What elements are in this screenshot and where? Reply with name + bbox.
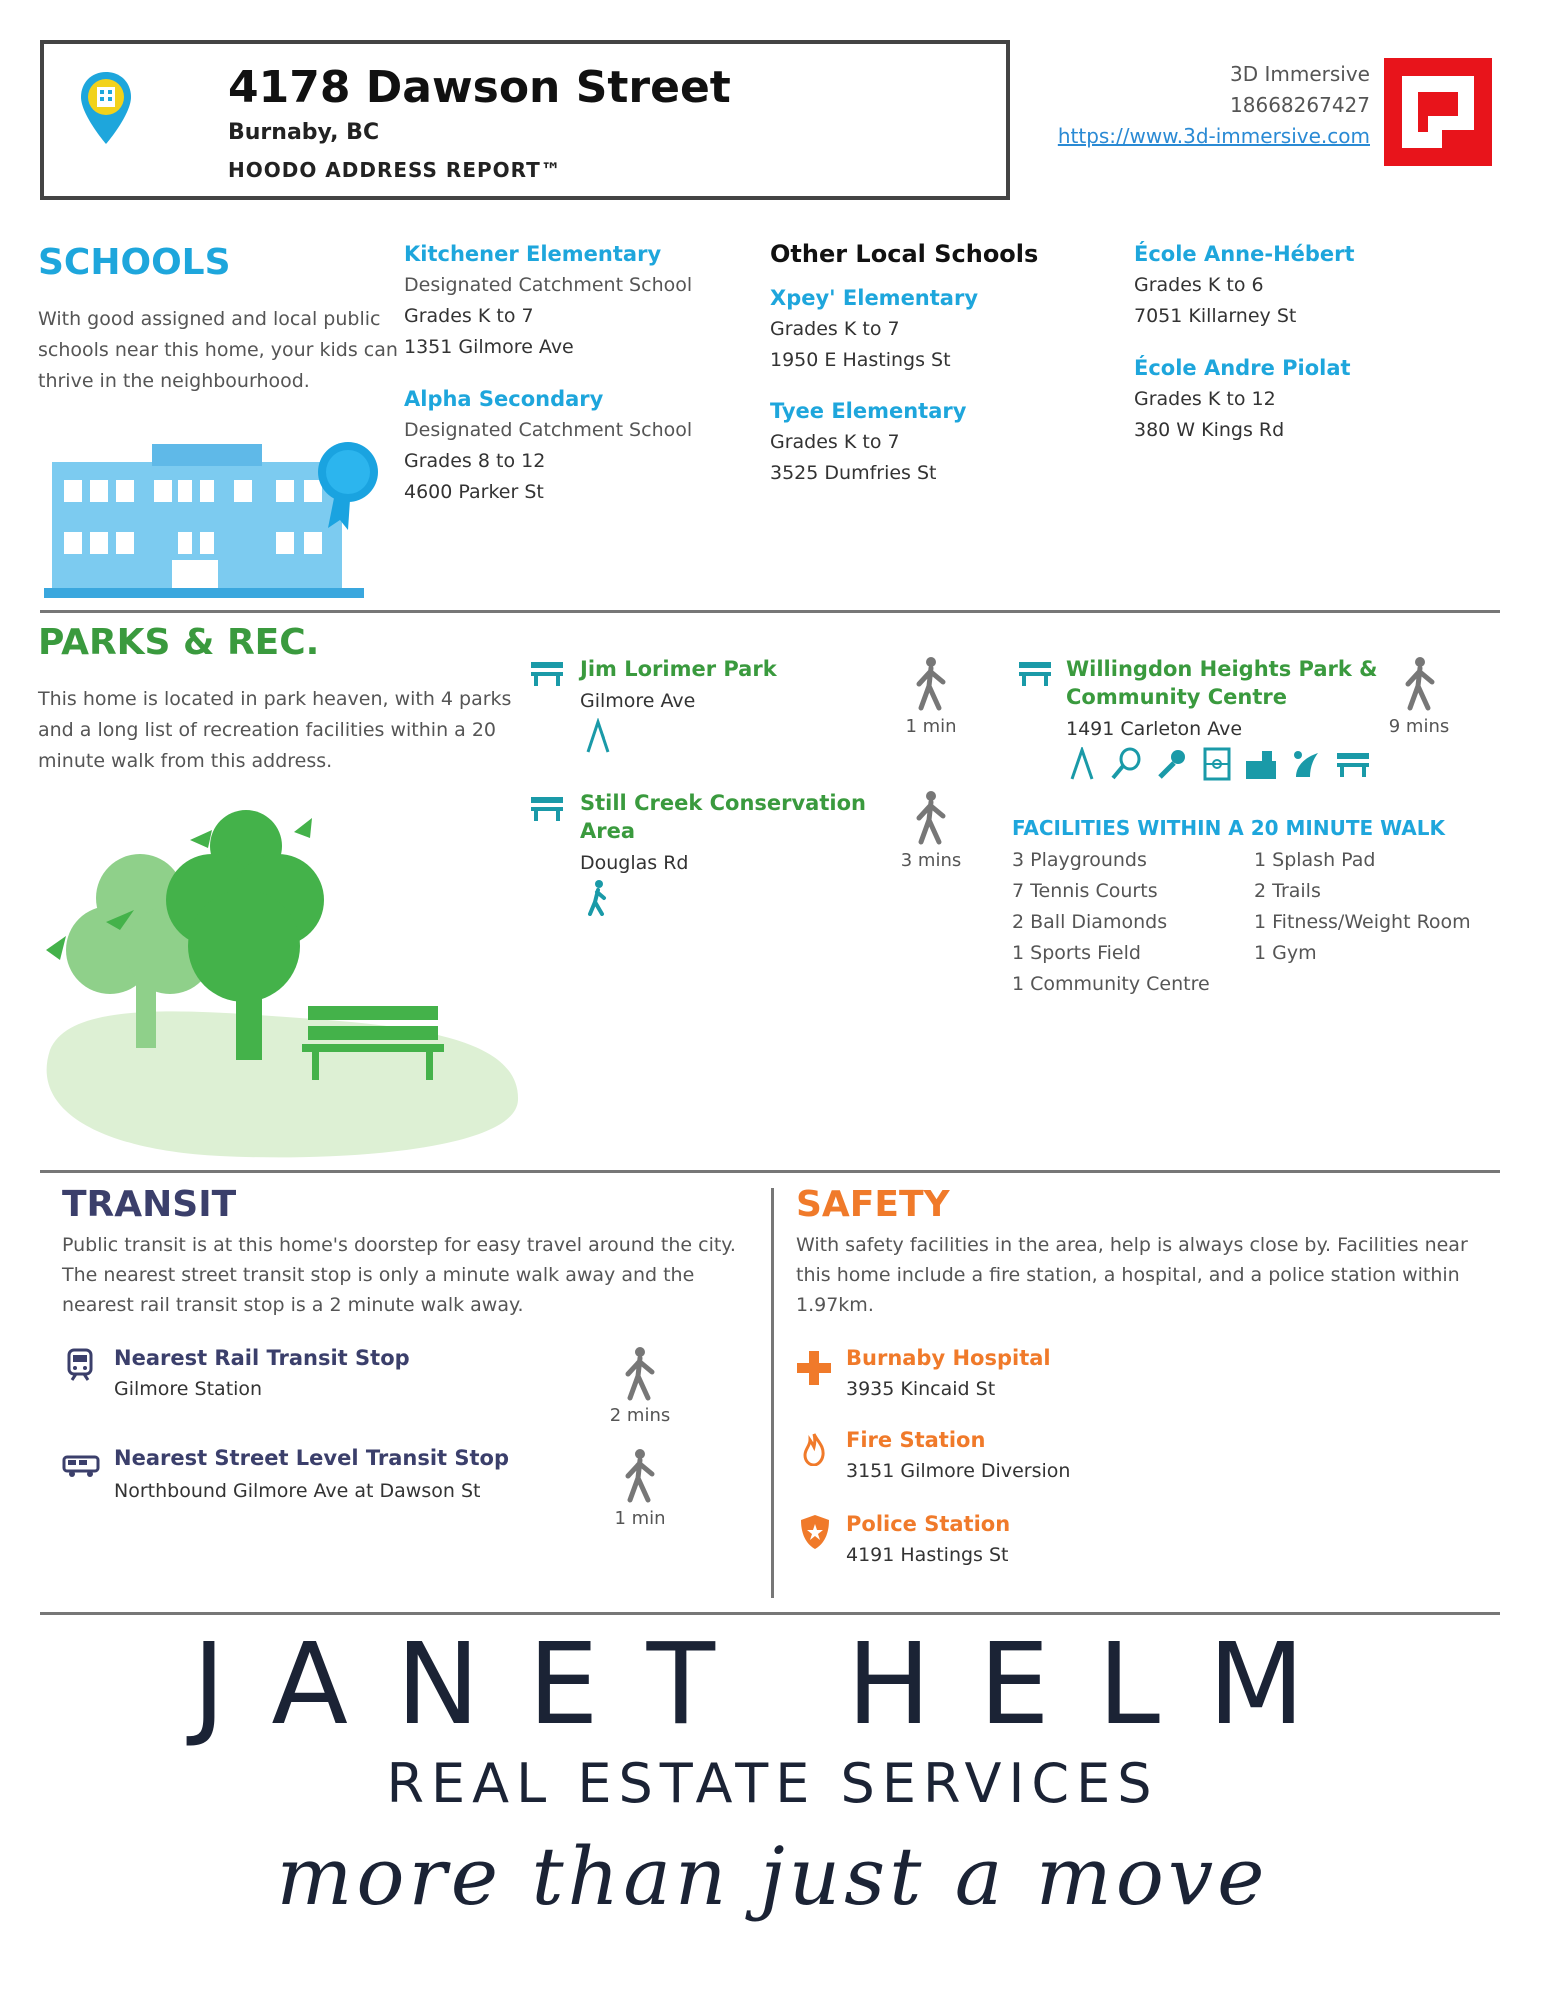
school-address: 3525 Dumfries St [770,462,937,484]
facility-item: 1 Gym [1254,942,1317,964]
parks-description: This home is located in park heaven, with 4 parks and a long list of recreation facilities within a 20 minute walk from this address. [38,688,512,772]
brand-name: 3D Immersive [1230,62,1370,86]
facility-icons-row [1068,744,1378,784]
schools-description: With good assigned and local public schools near this home, your kids can thrive in the neighbourhood. [38,308,398,392]
logo-mark-icon [1384,58,1492,166]
parks-title: PARKS & REC. [38,622,320,663]
school-type: Designated Catchment School [404,419,693,441]
hospital-cross-icon [796,1350,832,1386]
walking-person-icon [913,656,949,712]
section-divider [40,610,1500,613]
brand-phone: 18668267427 [1230,93,1370,117]
safety-address: 3935 Kincaid St [846,1378,996,1400]
tennis-icon [1110,747,1144,781]
walk-time: 2 mins [609,1405,671,1426]
school-address: 7051 Killarney St [1134,305,1297,327]
school-building-icon [44,432,394,602]
walking-person-icon [622,1346,658,1402]
school-address: 380 W Kings Rd [1134,419,1285,441]
walking-person-icon [622,1448,658,1504]
walk-time: 1 min [905,716,957,737]
park-address: Douglas Rd [580,852,689,874]
vertical-divider [771,1188,774,1598]
schools-title: SCHOOLS [38,242,231,283]
school-grades: Grades 8 to 12 [404,450,546,472]
walk-time: 1 min [614,1508,666,1529]
address-title: 4178 Dawson Street [228,62,731,113]
safety-title: SAFETY [796,1184,950,1225]
facility-item: 1 Sports Field [1012,942,1141,964]
playground-icon [1068,747,1098,781]
park-name[interactable]: Jim Lorimer Park [580,657,777,681]
school-grades: Grades K to 7 [770,431,900,453]
facility-item: 1 Fitness/Weight Room [1254,911,1471,933]
school-address: 4600 Parker St [404,481,544,503]
school-grades: Grades K to 7 [404,305,534,327]
park-address: 1491 Carleton Ave [1066,718,1243,740]
park-illustration-icon [40,800,530,1160]
facility-item: 2 Trails [1254,880,1321,902]
rail-stop-value[interactable]: Gilmore Station [114,1378,263,1400]
school-type: Designated Catchment School [404,274,693,296]
school-name[interactable]: Kitchener Elementary [404,242,662,266]
splash-pad-icon [1290,747,1324,781]
report-label: HOODO ADDRESS REPORT™ [228,158,562,180]
school-grades: Grades K to 12 [1134,388,1276,410]
school-grades: Grades K to 6 [1134,274,1264,296]
playground-icon [584,718,614,754]
safety-address: 3151 Gilmore Diversion [846,1460,1071,1482]
brand-logo [1384,58,1492,166]
other-schools-title: Other Local Schools [770,240,1039,268]
address-city: Burnaby, BC [228,120,380,145]
facility-item: 3 Playgrounds [1012,849,1147,871]
park-bench-icon [530,660,564,686]
safety-name[interactable]: Burnaby Hospital [846,1346,1051,1370]
police-badge-icon [800,1514,830,1550]
rail-stop-label: Nearest Rail Transit Stop [114,1346,410,1370]
bus-icon [62,1454,100,1478]
facility-item: 7 Tennis Courts [1012,880,1158,902]
walk-time: 3 mins [900,850,962,871]
park-name-line2[interactable]: Area [580,819,636,843]
street-stop-label: Nearest Street Level Transit Stop [114,1446,510,1470]
transit-description: Public transit is at this home's doorstep for easy travel around the city. The nearest street transit stop is only a minute walk away and the nearest rail transit stop is a 2 minute walk away. [62,1234,736,1316]
school-address: 1950 E Hastings St [770,349,951,371]
facility-item: 1 Community Centre [1012,973,1210,995]
community-centre-icon [1244,747,1278,781]
facilities-title: FACILITIES WITHIN A 20 MINUTE WALK [1012,816,1445,840]
park-name-line1[interactable]: Willingdon Heights Park & [1066,657,1378,681]
park-address: Gilmore Ave [580,690,696,712]
section-divider [40,1612,1500,1615]
safety-address: 4191 Hastings St [846,1544,1009,1566]
trail-runner-icon [586,880,608,916]
park-bench-icon [1018,660,1052,686]
agent-subtitle: REAL ESTATE SERVICES [386,1752,1159,1815]
train-icon [66,1348,94,1382]
safety-name[interactable]: Fire Station [846,1428,986,1452]
school-grades: Grades K to 7 [770,318,900,340]
section-divider [40,1170,1500,1173]
school-address: 1351 Gilmore Ave [404,336,574,358]
school-name[interactable]: École Anne-Hébert [1134,242,1355,266]
facility-item: 1 Splash Pad [1254,849,1376,871]
park-name-line2[interactable]: Community Centre [1066,685,1287,709]
safety-name[interactable]: Police Station [846,1512,1011,1536]
location-pin-icon [78,70,134,148]
walk-time: 9 mins [1388,716,1450,737]
agent-name: JANET HELM [192,1620,1353,1750]
park-bench-icon [530,795,564,821]
fire-icon [802,1432,826,1466]
school-name[interactable]: École Andre Piolat [1134,356,1351,380]
safety-description: With safety facilities in the area, help is always close by. Facilities near this home include a fire station, a hospital, and a police station within 1.97km. [796,1234,1468,1316]
agent-tagline: more than just a move [276,1830,1269,1923]
street-stop-value[interactable]: Northbound Gilmore Ave at Dawson St [114,1480,481,1502]
park-bench-icon [1336,751,1370,777]
facility-item: 2 Ball Diamonds [1012,911,1168,933]
transit-title: TRANSIT [62,1184,237,1225]
baseball-icon [1156,747,1190,781]
school-name[interactable]: Tyee Elementary [770,399,967,423]
park-name-line1[interactable]: Still Creek Conservation [580,791,866,815]
walking-person-icon [1402,656,1438,712]
brand-link[interactable]: https://www.3d-immersive.com [1057,124,1370,148]
school-name[interactable]: Xpey' Elementary [770,286,979,310]
sports-field-icon [1202,747,1232,781]
school-name[interactable]: Alpha Secondary [404,387,604,411]
walking-person-icon [913,790,949,846]
